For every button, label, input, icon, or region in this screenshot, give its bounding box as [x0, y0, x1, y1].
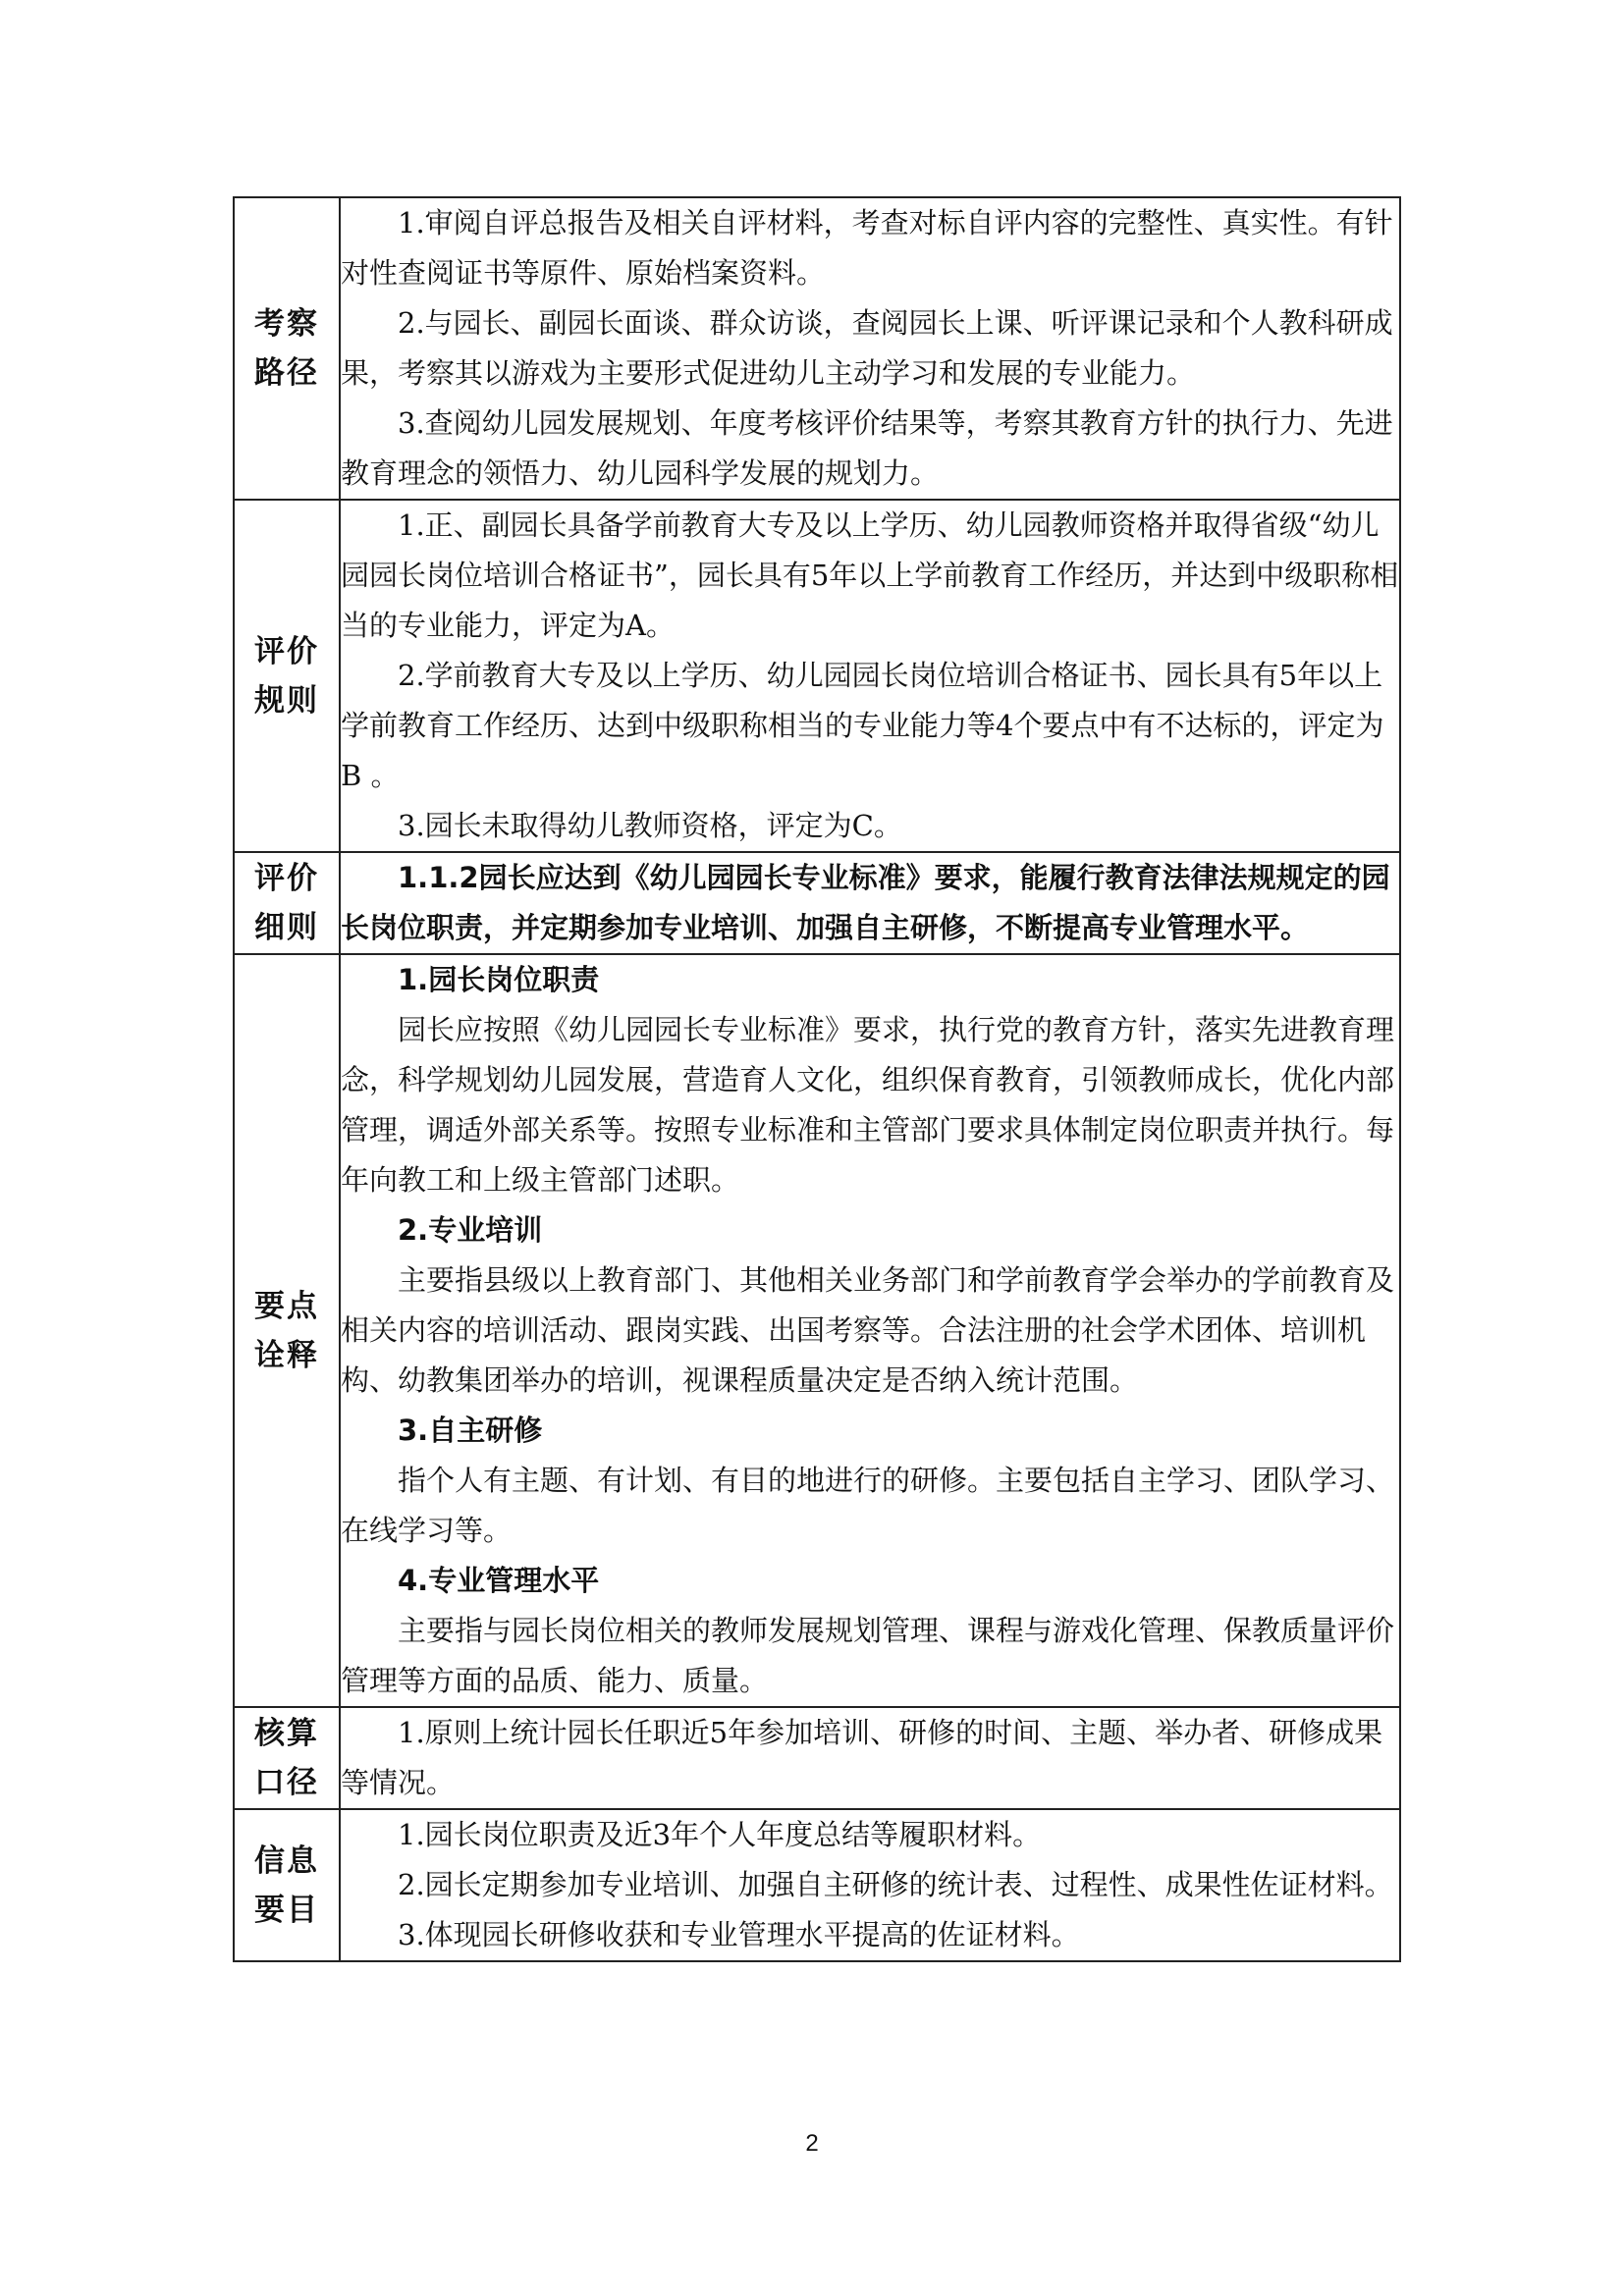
paragraph: 2.园长定期参加专业培训、加强自主研修的统计表、过程性、成果性佐证材料。: [398, 1868, 1393, 1901]
label-line: 诠释: [254, 1337, 319, 1373]
row-evaluation-detail: [234, 852, 1400, 954]
label-line: 评价: [254, 633, 319, 669]
section-heading: 4.专业管理水平: [398, 1564, 600, 1597]
section-text: 指个人有主题、有计划、有目的地进行的研修。主要包括自主学习、团队学习、在线学习等。: [341, 1464, 1395, 1547]
section-text: 主要指与园长岗位相关的教师发展规划管理、课程与游戏化管理、保教质量评价管理等方面的品质、能力、质量。: [341, 1614, 1395, 1697]
row-label: [234, 1707, 340, 1809]
row-inspection-path: [234, 197, 1400, 500]
row-label: [234, 1809, 340, 1961]
label-line: 要目: [254, 1892, 319, 1928]
section-heading: 2.专业培训: [398, 1213, 543, 1247]
row-key-points: [234, 954, 1400, 1707]
row-content: [340, 500, 1400, 852]
evaluation-table: [233, 196, 1401, 1962]
row-content: [340, 1809, 1400, 1961]
row-evaluation-rules: [234, 500, 1400, 852]
row-content: [340, 1707, 1400, 1809]
label-line: 路径: [254, 355, 319, 391]
label-line: 规则: [254, 682, 319, 719]
row-content: [340, 852, 1400, 954]
paragraph: 1.园长岗位职责及近3年个人年度总结等履职材料。: [398, 1818, 1042, 1851]
row-content: [340, 954, 1400, 1707]
paragraph: 1.原则上统计园长任职近5年参加培训、研修的时间、主题、举办者、研修成果等情况。: [341, 1716, 1383, 1799]
row-content: [340, 197, 1400, 500]
section-heading: 3.自主研修: [398, 1414, 543, 1447]
paragraph: 1.审阅自评总报告及相关自评材料，考查对标自评内容的完整性、真实性。有针对性查阅证书等原件、原始档案资料。: [341, 206, 1393, 290]
paragraph: 3.园长未取得幼儿教师资格，评定为C。: [398, 809, 902, 842]
paragraph: 2.与园长、副园长面谈、群众访谈，查阅园长上课、听评课记录和个人教科研成果，考察其以游戏为主要形式促进幼儿主动学习和发展的专业能力。: [341, 306, 1393, 390]
label-line: 要点: [254, 1288, 319, 1324]
label-line: 信息: [254, 1842, 319, 1879]
rule-text: 1.1.2园长应达到《幼儿园园长专业标准》要求，能履行教育法律法规规定的园长岗位职责，并定期参加专业培训、加强自主研修，不断提高专业管理水平。: [341, 861, 1390, 944]
row-label: [234, 500, 340, 852]
paragraph: 2.学前教育大专及以上学历、幼儿园园长岗位培训合格证书、园长具有5年以上学前教育工作经历、达到中级职称相当的专业能力等4个要点中有不达标的，评定为B 。: [341, 659, 1384, 792]
section-heading: 1.园长岗位职责: [398, 963, 600, 996]
row-information-items: [234, 1809, 1400, 1961]
row-label: [234, 852, 340, 954]
page-number: 2: [805, 2130, 819, 2157]
paragraph: 1.正、副园长具备学前教育大专及以上学历、幼儿园教师资格并取得省级“幼儿园园长岗位培训合格证书”，园长具有5年以上学前教育工作经历，并达到中级职称相当的专业能力，评定为A。: [341, 508, 1399, 642]
row-label: [234, 197, 340, 500]
section-text: 园长应按照《幼儿园园长专业标准》要求，执行党的教育方针，落实先进教育理念，科学规划幼儿园发展，营造育人文化，组织保育教育，引领教师成长，优化内部管理，调适外部关系等。按照专业标准和主管部门要求具体制定岗位职责并执行。每年向教工和上级主管部门述职。: [341, 1013, 1395, 1197]
label-line: 口径: [254, 1765, 319, 1800]
row-label: [234, 954, 340, 1707]
paragraph: 3.体现园长研修收获和专业管理水平提高的佐证材料。: [398, 1918, 1080, 1951]
paragraph: 3.查阅幼儿园发展规划、年度考核评价结果等，考察其教育方针的执行力、先进教育理念的领悟力、幼儿园科学发展的规划力。: [341, 406, 1393, 490]
label-line: 细则: [254, 910, 319, 945]
section-text: 主要指县级以上教育部门、其他相关业务部门和学前教育学会举办的学前教育及相关内容的培训活动、跟岗实践、出国考察等。合法注册的社会学术团体、培训机构、幼教集团举办的培训，视课程质量决定是否纳入统计范围。: [341, 1263, 1395, 1397]
label-line: 考察: [254, 306, 319, 342]
label-line: 核算: [254, 1716, 319, 1751]
label-line: 评价: [254, 861, 319, 896]
row-accounting-scope: [234, 1707, 1400, 1809]
